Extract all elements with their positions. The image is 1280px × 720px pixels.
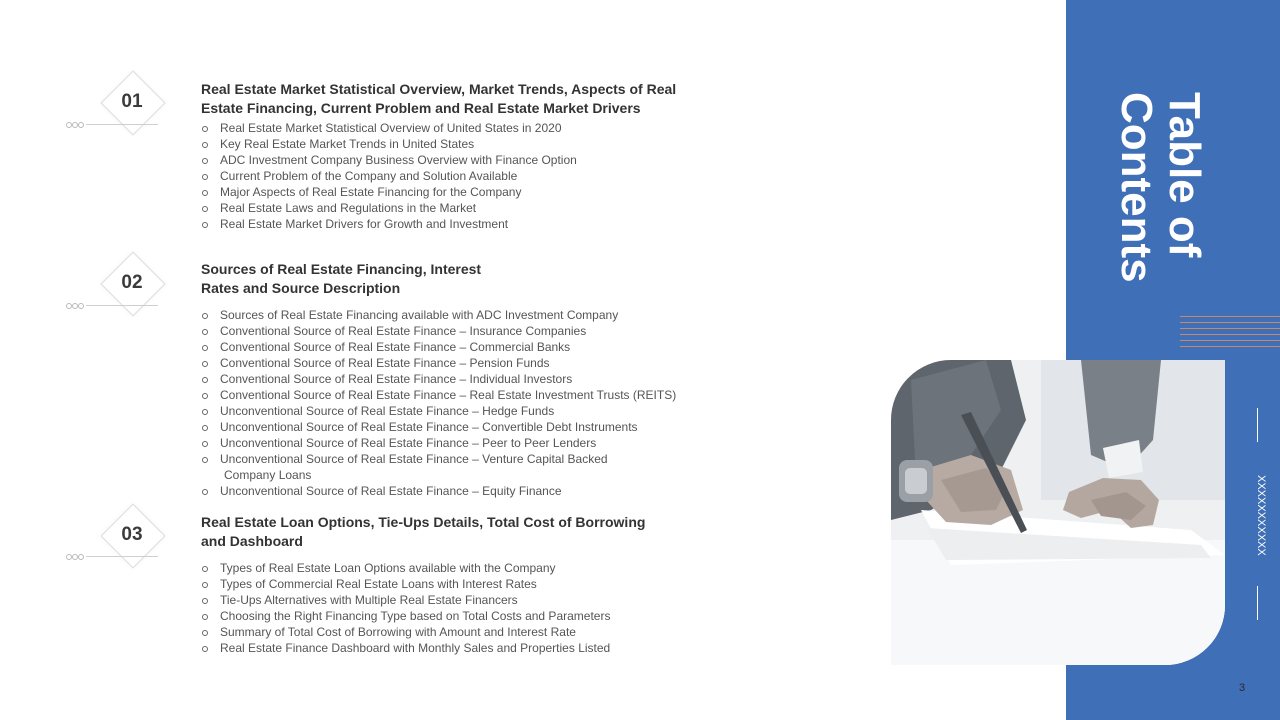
hand-signing-document-image <box>891 360 1225 665</box>
list-item: Sources of Real Estate Financing available with ADC Investment Company <box>201 307 681 323</box>
circle-bullet-icon <box>202 313 208 319</box>
section-title-line: Real Estate Market Statistical Overview, Market Trends, Aspects of Real <box>201 81 677 97</box>
section-item-list <box>201 560 681 656</box>
list-item: Real Estate Laws and Regulations in the Market <box>201 200 681 216</box>
section-item-list <box>201 307 681 499</box>
circle-bullet-icon <box>202 377 208 383</box>
circle-bullet-icon <box>202 222 208 228</box>
list-item: Unconventional Source of Real Estate Finance – Hedge Funds <box>201 403 681 419</box>
circle-bullet-icon <box>202 646 208 652</box>
page-title-line: Contents <box>1112 92 1161 283</box>
circle-bullet-icon <box>202 409 208 415</box>
circle-bullet-icon <box>202 206 208 212</box>
circle-bullet-icon <box>202 190 208 196</box>
circle-bullet-icon <box>202 441 208 447</box>
list-item: Conventional Source of Real Estate Finance – Commercial Banks <box>201 339 681 355</box>
list-item: Major Aspects of Real Estate Financing for the Company <box>201 184 681 200</box>
circle-bullet-icon <box>202 489 208 495</box>
decorative-rule <box>66 553 158 561</box>
list-item: Key Real Estate Market Trends in United States <box>201 136 681 152</box>
list-item: Conventional Source of Real Estate Finance – Pension Funds <box>201 355 681 371</box>
list-item-continuation: Company Loans <box>224 468 312 482</box>
decorative-rule <box>66 302 158 310</box>
section-title <box>201 260 681 298</box>
list-item: Types of Commercial Real Estate Loans with Interest Rates <box>201 576 681 592</box>
list-item: Conventional Source of Real Estate Finance – Insurance Companies <box>201 323 681 339</box>
list-item: Types of Real Estate Loan Options available with the Company <box>201 560 681 576</box>
list-item: Tie-Ups Alternatives with Multiple Real Estate Financers <box>201 592 681 608</box>
section-number: 01 <box>121 91 143 112</box>
list-item: Real Estate Market Statistical Overview of United States in 2020 <box>201 120 681 136</box>
x-pattern: XXXXXXXXXXX <box>1255 474 1267 556</box>
list-item: Real Estate Market Drivers for Growth and Investment <box>201 216 681 232</box>
circle-bullet-icon <box>202 158 208 164</box>
list-item: Current Problem of the Company and Solution Available <box>201 168 681 184</box>
page-title <box>1108 92 1208 292</box>
list-item: Unconventional Source of Real Estate Finance – Peer to Peer Lenders <box>201 435 681 451</box>
list-item: Unconventional Source of Real Estate Finance – Convertible Debt Instruments <box>201 419 681 435</box>
list-item: Conventional Source of Real Estate Finance – Individual Investors <box>201 371 681 387</box>
circle-bullet-icon <box>202 361 208 367</box>
list-item: Choosing the Right Financing Type based on Total Costs and Parameters <box>201 608 681 624</box>
circle-bullet-icon <box>202 582 208 588</box>
list-item: Conventional Source of Real Estate Finance – Real Estate Investment Trusts (REITS) <box>201 387 681 403</box>
decorative-rule <box>66 121 158 129</box>
section-title <box>201 80 681 118</box>
list-item: Unconventional Source of Real Estate Finance – Venture Capital Backed Company Loans <box>201 451 681 483</box>
circle-bullet-icon <box>202 329 208 335</box>
circle-bullet-icon <box>202 393 208 399</box>
list-item: ADC Investment Company Business Overview with Finance Option <box>201 152 681 168</box>
list-item: Real Estate Finance Dashboard with Monthly Sales and Properties Listed <box>201 640 681 656</box>
circle-bullet-icon <box>202 126 208 132</box>
circle-bullet-icon <box>202 345 208 351</box>
circle-bullet-icon <box>202 598 208 604</box>
circle-bullet-icon <box>202 174 208 180</box>
section-number: 02 <box>121 272 143 293</box>
section-item-list <box>201 120 681 232</box>
circle-bullet-icon <box>202 425 208 431</box>
decorative-vertical-line <box>1257 408 1258 442</box>
page-number: 3 <box>1238 682 1246 694</box>
circle-bullet-icon <box>202 630 208 636</box>
section-title-line: Estate Financing, Current Problem and Real Estate Market Drivers <box>201 100 641 116</box>
section-title <box>201 513 681 551</box>
decorative-vertical-line <box>1257 586 1258 620</box>
section-title-line: and Dashboard <box>201 533 303 549</box>
section-number: 03 <box>121 524 143 545</box>
list-item: Summary of Total Cost of Borrowing with Amount and Interest Rate <box>201 624 681 640</box>
circle-bullet-icon <box>202 566 208 572</box>
section-title-line: Sources of Real Estate Financing, Interest <box>201 261 482 277</box>
list-item: Unconventional Source of Real Estate Finance – Equity Finance <box>201 483 681 499</box>
page-title-line: Table of <box>1160 92 1209 258</box>
circle-bullet-icon <box>202 614 208 620</box>
section-title-line: Rates and Source Description <box>201 280 401 296</box>
circle-bullet-icon <box>202 142 208 148</box>
section-title-line: Real Estate Loan Options, Tie-Ups Details, Total Cost of Borrowing <box>201 514 646 530</box>
decorative-stripes <box>1180 316 1280 352</box>
circle-bullet-icon <box>202 457 208 463</box>
